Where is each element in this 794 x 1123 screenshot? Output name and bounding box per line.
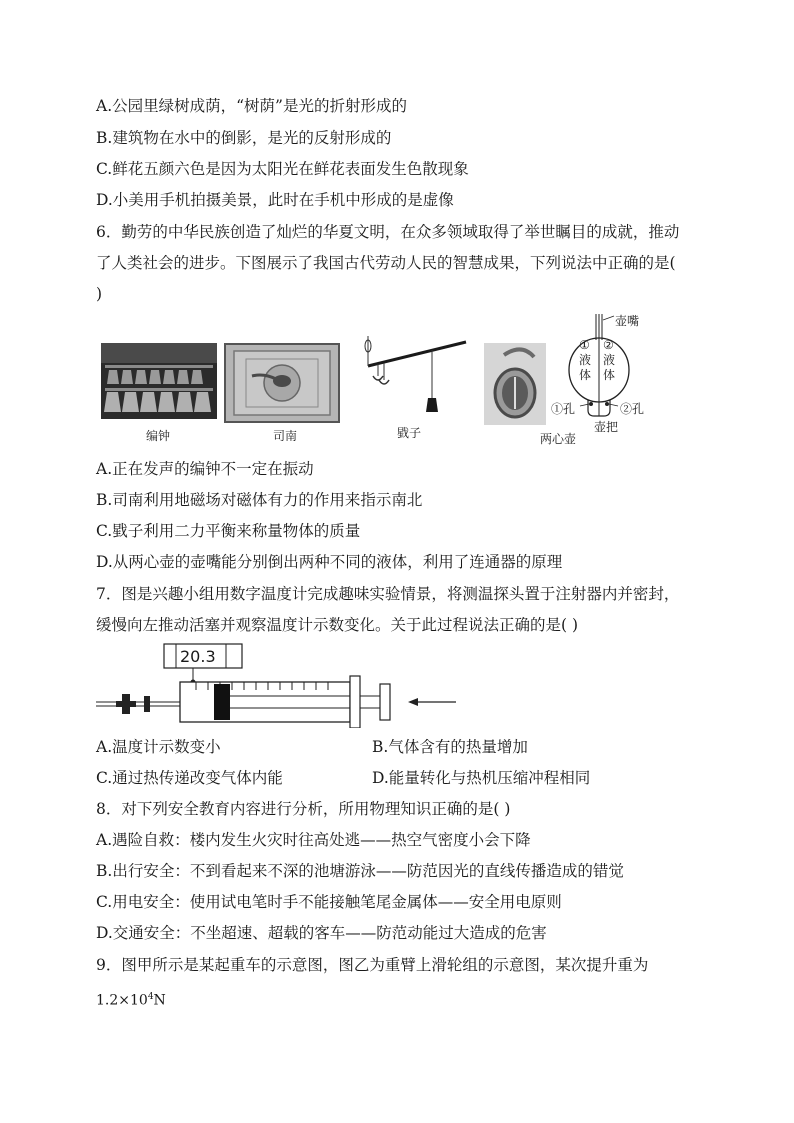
q5-option-d: D.小美用手机拍摄美景，此时在手机中形成的是虚像: [96, 191, 454, 209]
label-hole-1: ①孔: [551, 402, 576, 416]
dengzi-image: [356, 336, 470, 418]
q7-stem-line1: 7．图是兴趣小组用数字温度计完成趣味实验情景，将测温探头置于注射器内并密封，: [96, 585, 680, 603]
q8-option-a: A.遇险自救：楼内发生火灾时往高处逃——热空气密度小会下降: [96, 831, 531, 849]
caption-sinan: 司南: [273, 429, 298, 443]
q6-stem-line1: 6．勤劳的中华民族创造了灿烂的华夏文明，在众多领域取得了举世瞩目的成就，推动: [96, 223, 680, 241]
q6-option-d: D.从两心壶的壶嘴能分别倒出两种不同的液体，利用了连通器的原理: [96, 553, 563, 571]
q9-weight-exp: 4: [147, 992, 154, 1002]
q7-stem-line2: 缓慢向左推动活塞并观察温度计示数变化。关于此过程说法正确的是( ): [96, 616, 579, 634]
syringe-diagram: [96, 640, 466, 728]
q7-option-a: A.温度计示数变小: [96, 738, 221, 756]
q6-stem-line3: ): [96, 285, 103, 303]
caption-dengzi: 戥子: [397, 426, 422, 440]
thermometer-reading: 20.3: [180, 647, 216, 666]
q7-option-c: C.通过热传递改变气体内能: [96, 769, 283, 787]
q7-option-b: B.气体含有的热量增加: [372, 738, 528, 756]
caption-liangxinhu: 两心壶: [540, 432, 577, 446]
label-liquid-2: ② 液 体: [603, 338, 616, 382]
q8-option-d: D.交通安全：不坐超速、超载的客车——防范动能过大造成的危害: [96, 924, 547, 942]
q9-weight-unit: N: [153, 992, 166, 1009]
q8-option-c: C.用电安全：使用试电笔时手不能接触笔尾金属体——安全用电原则: [96, 893, 562, 911]
q5-option-c: C.鲜花五颜六色是因为太阳光在鲜花表面发生色散现象: [96, 160, 469, 178]
q9-stem: 9．图甲所示是某起重车的示意图，图乙为重臂上滑轮组的示意图，某次提升重为: [96, 956, 649, 974]
label-hole-2: ②孔: [620, 402, 645, 416]
q6-option-b: B.司南利用地磁场对磁体有力的作用来指示南北: [96, 491, 423, 509]
q6-option-c: C.戥子利用二力平衡来称量物体的质量: [96, 522, 361, 540]
sinan-image: [224, 343, 340, 423]
q8-stem: 8．对下列安全教育内容进行分析，所用物理知识正确的是( ): [96, 800, 511, 818]
label-handle: 壶把: [594, 420, 619, 434]
bianzhong-image: [101, 343, 217, 419]
q5-option-a: A.公园里绿树成荫，“树荫”是光的折射形成的: [96, 97, 407, 115]
q7-option-d: D.能量转化与热机压缩冲程相同: [372, 769, 591, 787]
q9-weight: [96, 987, 166, 1011]
liangxinhu-photo: [484, 343, 546, 425]
q8-option-b: B.出行安全：不到看起来不深的池塘游泳——防范因光的直线传播造成的错觉: [96, 862, 624, 880]
q6-stem-line2: 了人类社会的进步。下图展示了我国古代劳动人民的智慧成果，下列说法中正确的是(: [96, 254, 676, 272]
q9-weight-coef: 1.2×10: [96, 992, 148, 1009]
label-liquid-1: ① 液 体: [579, 338, 592, 382]
label-spout: 壶嘴: [615, 314, 640, 328]
caption-bianzhong: 编钟: [146, 429, 171, 443]
q6-option-a: A.正在发声的编钟不一定在振动: [96, 460, 314, 478]
q5-option-b: B.建筑物在水中的倒影，是光的反射形成的: [96, 129, 392, 147]
